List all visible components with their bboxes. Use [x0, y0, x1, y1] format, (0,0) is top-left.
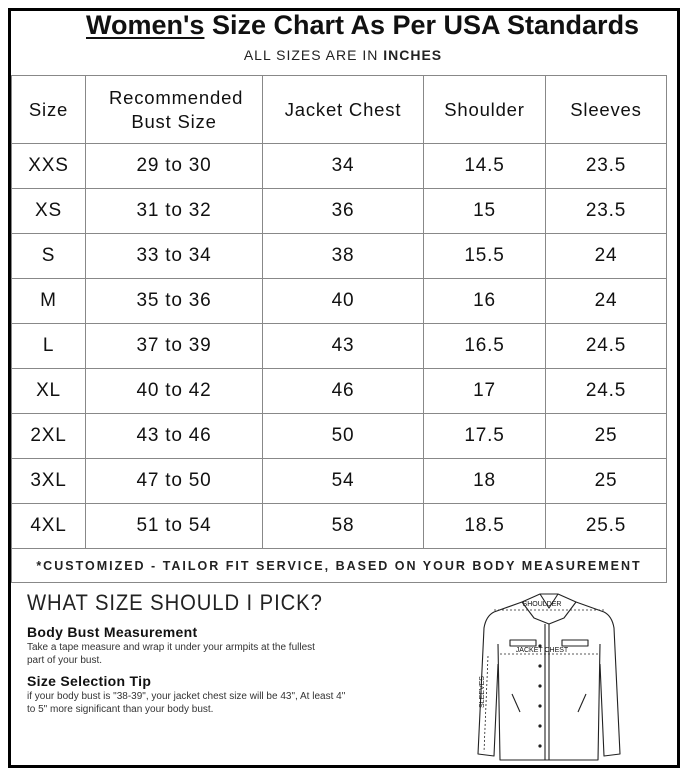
cell-size: L [12, 324, 86, 369]
cell-chest: 36 [263, 189, 424, 234]
cell-size: 3XL [12, 459, 86, 504]
header-shoulder: Shoulder [424, 76, 546, 144]
cell-chest: 54 [263, 459, 424, 504]
title-wrap [86, 6, 680, 44]
cell-shoulder: 15.5 [424, 234, 546, 279]
table-row [12, 324, 667, 369]
size-tip-text: if your body bust is "38-39", your jacket chest size will be 43", At least 4" to 5" more significant than your body bust. [27, 691, 346, 715]
table-row [12, 459, 667, 504]
bust-measurement-title: Body Bust Measurement [27, 624, 198, 640]
cell-shoulder: 16 [424, 279, 546, 324]
table-row [12, 369, 667, 414]
shoulder-label: SHOULDER [522, 601, 562, 608]
cell-bust: 29 to 30 [86, 144, 263, 189]
header-size: Size [12, 76, 86, 144]
cell-sleeves: 24.5 [546, 324, 667, 369]
chest-label: JACKET CHEST [515, 647, 569, 654]
cell-shoulder: 18 [424, 459, 546, 504]
cell-bust: 40 to 42 [86, 369, 263, 414]
units-note-bold: INCHES [383, 47, 443, 63]
measure-lines [484, 610, 604, 752]
cell-chest: 50 [263, 414, 424, 459]
cell-chest: 40 [263, 279, 424, 324]
cell-sleeves: 24 [546, 234, 667, 279]
table-row [12, 144, 667, 189]
table-row [12, 279, 667, 324]
cell-size: XXS [12, 144, 86, 189]
cell-size: XS [12, 189, 86, 234]
cell-chest: 46 [263, 369, 424, 414]
table-row [12, 234, 667, 279]
cell-size: S [12, 234, 86, 279]
jacket-buttons [538, 644, 541, 747]
table-header-row [12, 76, 667, 144]
table-row [12, 504, 667, 549]
sleeves-label: SLEEVES [479, 676, 486, 708]
cell-chest: 43 [263, 324, 424, 369]
cell-bust: 47 to 50 [86, 459, 263, 504]
units-note [0, 47, 686, 63]
cell-shoulder: 14.5 [424, 144, 546, 189]
cell-sleeves: 24 [546, 279, 667, 324]
title-women: Women's [86, 10, 205, 40]
table-row [12, 414, 667, 459]
cell-shoulder: 17.5 [424, 414, 546, 459]
cell-sleeves: 24.5 [546, 369, 667, 414]
cell-shoulder: 18.5 [424, 504, 546, 549]
cell-size: 4XL [12, 504, 86, 549]
cell-bust: 33 to 34 [86, 234, 263, 279]
cell-bust: 43 to 46 [86, 414, 263, 459]
cell-sleeves: 25.5 [546, 504, 667, 549]
units-note-text: ALL SIZES ARE IN [243, 47, 384, 63]
cell-bust: 35 to 36 [86, 279, 263, 324]
jacket-outline [478, 594, 620, 760]
jacket-diagram [460, 584, 638, 764]
cell-bust: 37 to 39 [86, 324, 263, 369]
cell-bust: 31 to 32 [86, 189, 263, 234]
table-row [12, 189, 667, 234]
header-sleeves: Sleeves [546, 76, 667, 144]
size-tip-title: Size Selection Tip [27, 673, 152, 689]
cell-sleeves: 23.5 [546, 144, 667, 189]
cell-sleeves: 23.5 [546, 189, 667, 234]
cell-sleeves: 25 [546, 459, 667, 504]
cell-sleeves: 25 [546, 414, 667, 459]
cell-chest: 34 [263, 144, 424, 189]
cell-chest: 58 [263, 504, 424, 549]
header-chest: Jacket Chest [263, 76, 424, 144]
cell-chest: 38 [263, 234, 424, 279]
cell-size: XL [12, 369, 86, 414]
header-bust-text: Recommended Bust Size [109, 86, 244, 132]
header-bust [86, 76, 263, 144]
footnote-row [12, 549, 667, 583]
cell-shoulder: 16.5 [424, 324, 546, 369]
cell-shoulder: 15 [424, 189, 546, 234]
bust-measurement-text: Take a tape measure and wrap it under your armpits at the fullest part of your bust. [27, 642, 315, 666]
table-body [12, 144, 667, 583]
title-rest: Size Chart As Per USA Standards [204, 10, 640, 40]
guide-heading: WHAT SIZE SHOULD I PICK? [27, 590, 323, 615]
size-table [11, 75, 667, 583]
tailor-footnote: *CUSTOMIZED - TAILOR FIT SERVICE, BASED ON YOUR BODY MEASUREMENT [12, 549, 667, 583]
cell-size: 2XL [12, 414, 86, 459]
cell-size: M [12, 279, 86, 324]
cell-shoulder: 17 [424, 369, 546, 414]
size-guide [27, 590, 457, 716]
page-title [86, 6, 680, 44]
cell-bust: 51 to 54 [86, 504, 263, 549]
